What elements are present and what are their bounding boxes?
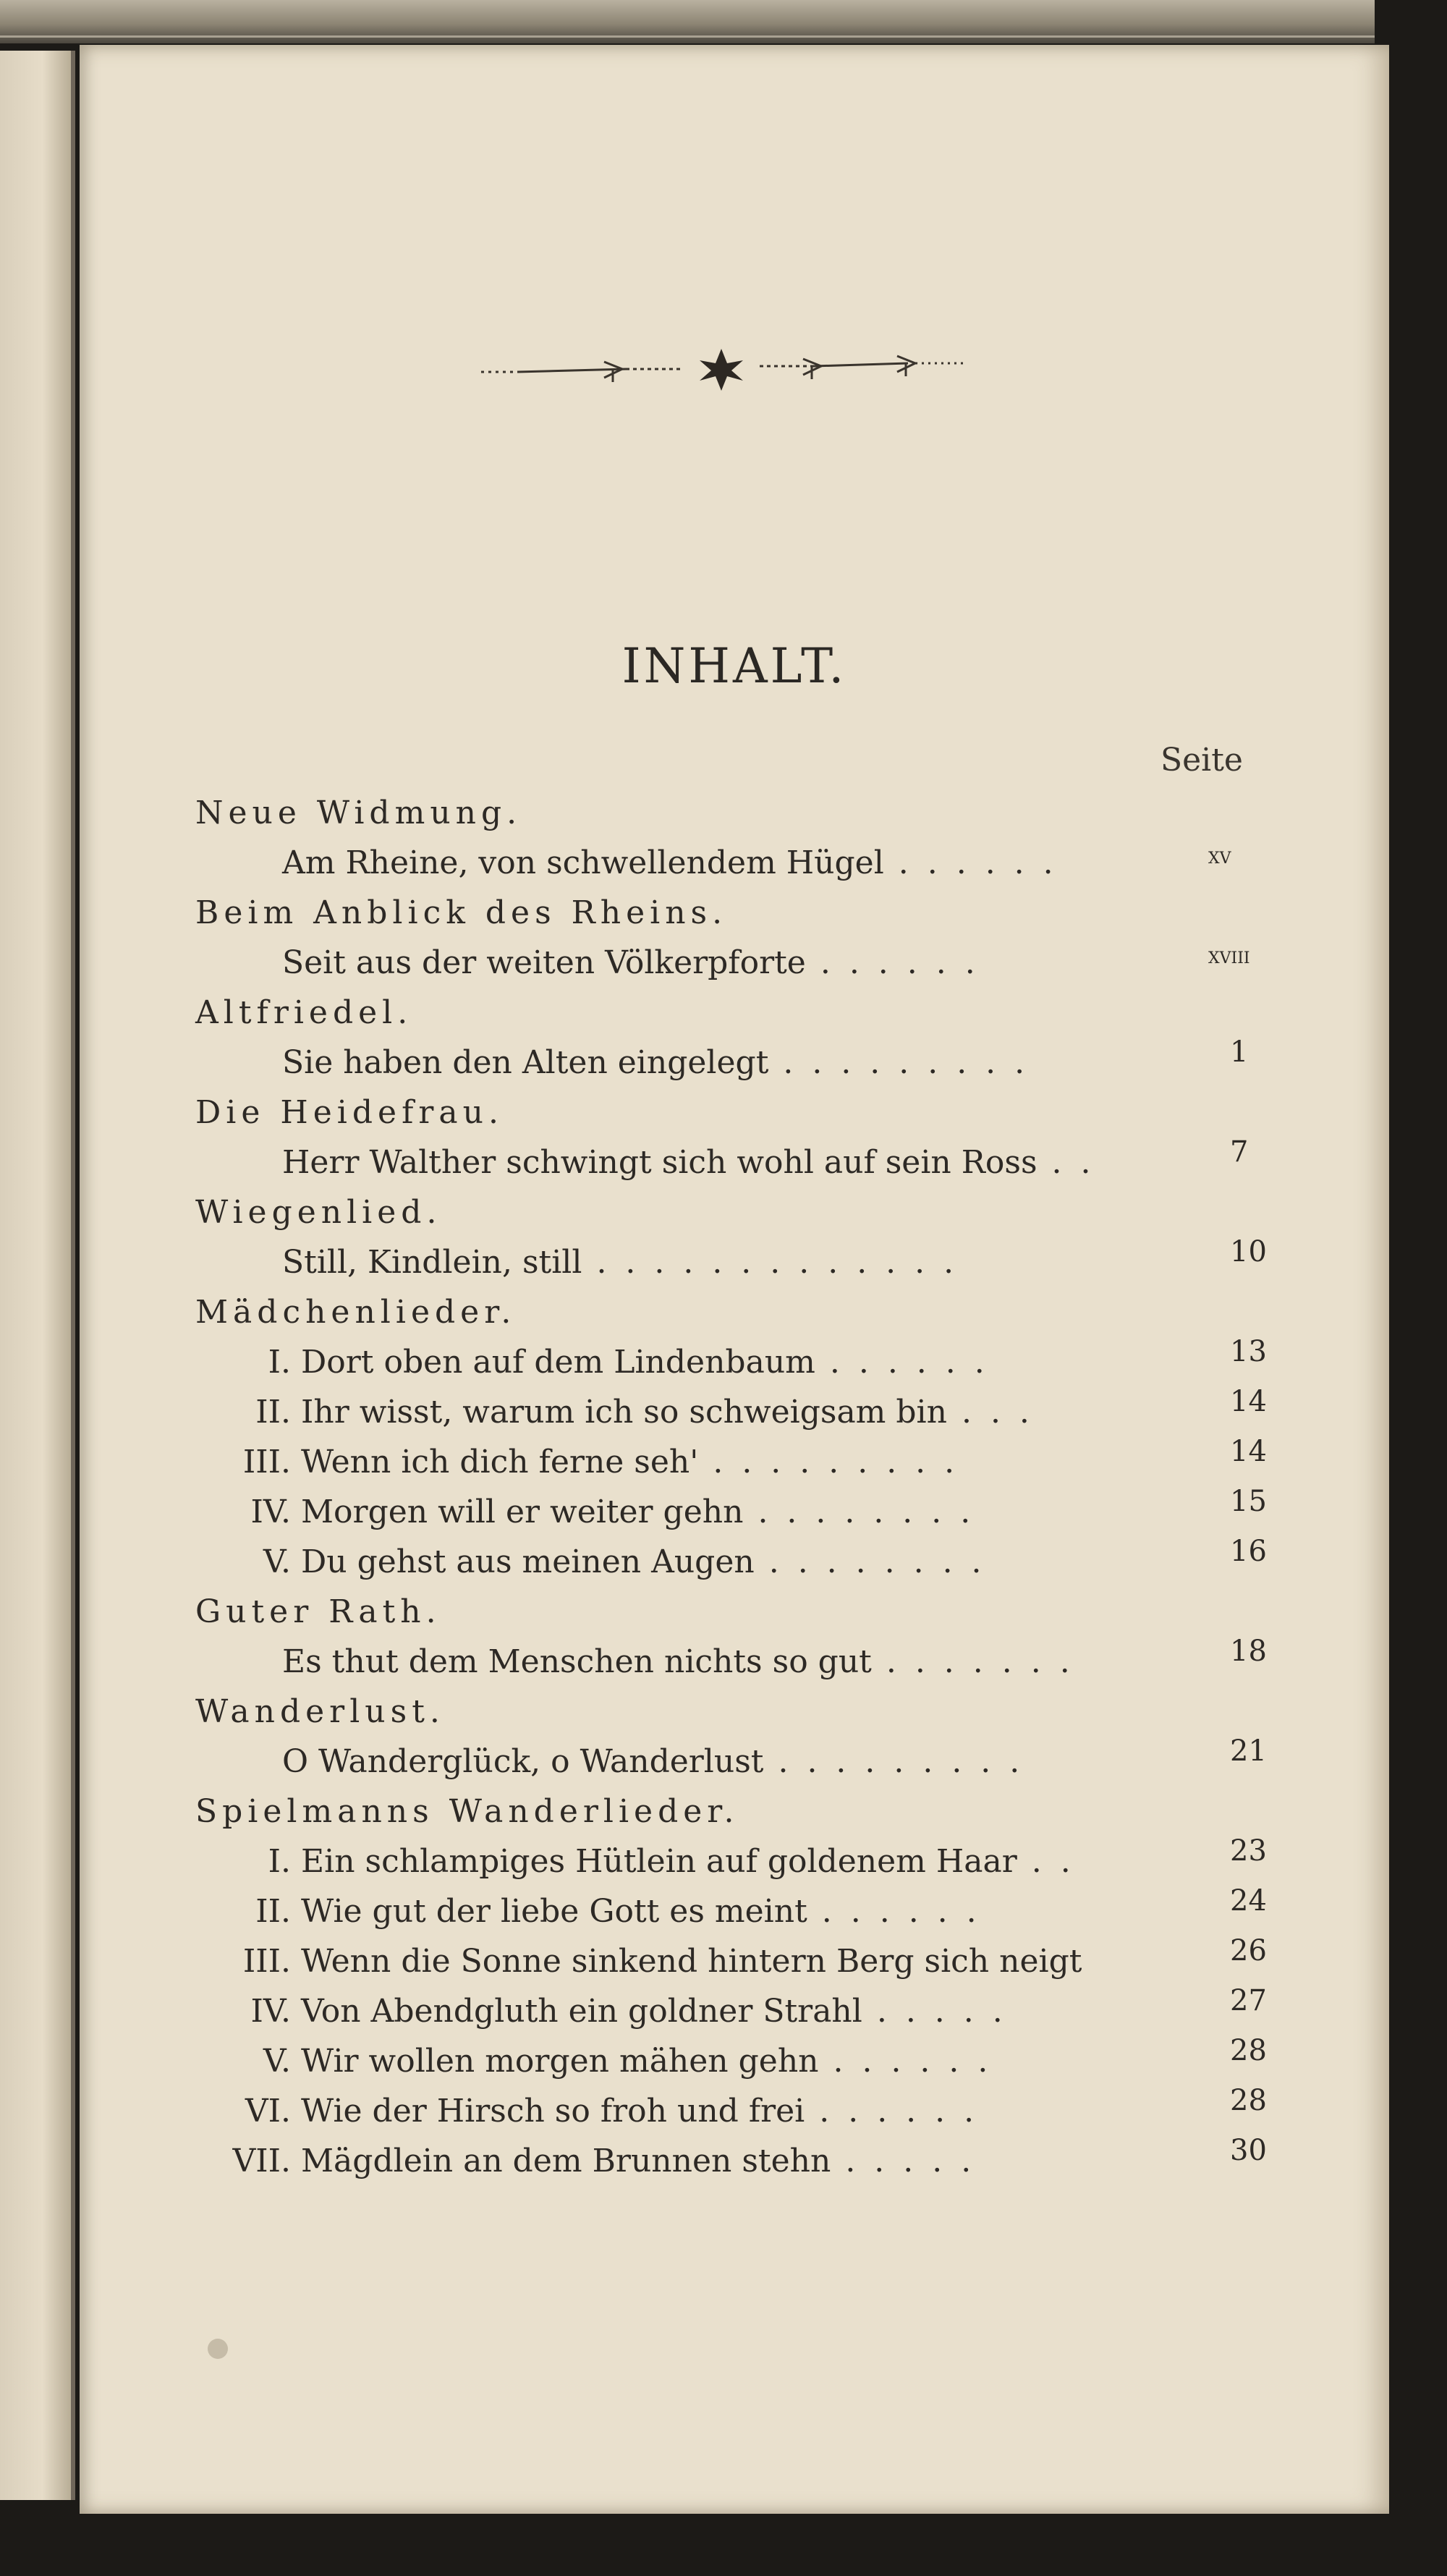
toc-entry-title: Wie der Hirsch so froh und frei <box>301 2093 805 2130</box>
toc-section-heading: Die Heidefrau. <box>195 1094 504 1131</box>
toc-section-heading: Wiegenlied. <box>195 1194 442 1231</box>
toc-entry-title: Herr Walther schwingt sich wohl auf sein Ross <box>282 1144 1037 1181</box>
toc-entry[interactable] <box>229 1444 959 1480</box>
toc-page-number: 1 <box>1230 1035 1249 1069</box>
toc-section-heading: Neue Widmung. <box>195 795 522 831</box>
toc-entry-roman: VI. <box>245 2093 291 2130</box>
toc-entry[interactable] <box>229 1543 986 1580</box>
toc-entry[interactable] <box>229 2093 978 2130</box>
toc-leader-dots: . . . . . . . . <box>768 1543 986 1580</box>
toc-entry-title: Ihr wisst, warum ich so schweigsam bin <box>301 1394 947 1431</box>
toc-entry-roman: III. <box>242 1943 291 1980</box>
toc-page-number: xviii <box>1208 941 1250 969</box>
toc-entry[interactable] <box>282 1144 1095 1181</box>
toc-entry-title: Wenn ich dich ferne seh' <box>301 1444 699 1480</box>
toc-entry[interactable] <box>229 2143 975 2179</box>
toc-leader-dots: . . <box>1051 1144 1095 1181</box>
star-ornament-icon <box>700 349 743 391</box>
toc-leader-dots: . . . <box>961 1394 1034 1431</box>
toc-entry[interactable] <box>282 1743 1024 1780</box>
toc-entry-roman: II. <box>255 1893 291 1930</box>
toc-entry-roman: III. <box>242 1444 291 1480</box>
toc-leader-dots: . . . . . . <box>821 1893 981 1930</box>
toc-entry-title: Dort oben auf dem Lindenbaum <box>301 1344 815 1381</box>
toc-entry[interactable] <box>282 944 980 981</box>
toc-entry-title: Sie haben den Alten eingelegt <box>282 1044 769 1081</box>
toc-leader-dots: . . . . . . <box>833 2043 993 2080</box>
toc-leader-dots: . . . . . . <box>820 944 980 981</box>
toc-entry[interactable] <box>282 1044 1029 1081</box>
toc-leader-dots: . . . . . . <box>829 1344 989 1381</box>
toc-leader-dots: . . . . . <box>845 2143 976 2179</box>
toc-entry-roman: II. <box>255 1394 291 1431</box>
toc-entry[interactable] <box>282 1643 1074 1680</box>
toc-section-heading: Spielmanns Wanderlieder. <box>195 1793 739 1830</box>
toc-page-number: 15 <box>1230 1485 1267 1518</box>
toc-leader-dots: . . . . . <box>876 1993 1007 2030</box>
toc-page-number: 10 <box>1230 1235 1267 1268</box>
toc-leader-dots: . . . . . . . . . <box>713 1444 959 1480</box>
toc-entry-title: Still, Kindlein, still <box>282 1244 582 1281</box>
toc-leader-dots: . . . . . . . . . <box>778 1743 1024 1780</box>
toc-entry-title: Morgen will er weiter gehn <box>301 1494 744 1530</box>
toc-entry-roman: I. <box>268 1843 291 1880</box>
toc-page-number: 18 <box>1230 1635 1267 1668</box>
seite-label: Seite <box>1160 742 1243 779</box>
toc-entry-roman: IV. <box>250 1993 291 2030</box>
toc-page-number: 28 <box>1230 2084 1267 2117</box>
toc-leader-dots: . . . . . . . . . <box>783 1044 1030 1081</box>
toc-entry[interactable] <box>229 2043 992 2080</box>
toc-entry-title: Es thut dem Menschen nichts so gut <box>282 1643 872 1680</box>
toc-entry[interactable] <box>229 1494 975 1530</box>
toc-entry[interactable] <box>229 1394 1034 1431</box>
toc-leader-dots: . . . . . . . <box>886 1643 1074 1680</box>
toc-leader-dots: . . . . . . . . . . . . . <box>596 1244 959 1281</box>
toc-section-heading: Wanderlust. <box>195 1693 445 1730</box>
toc-page-number: 23 <box>1230 1834 1267 1868</box>
toc-entry-title: Von Abendgluth ein goldner Strahl <box>301 1993 862 2030</box>
toc-entry-title: Seit aus der weiten Völkerpforte <box>282 944 806 981</box>
paper-stain <box>208 2339 228 2359</box>
toc-page-number: 13 <box>1230 1335 1267 1368</box>
toc-leader-dots: . . . . . . . . <box>758 1494 975 1530</box>
toc-entry-title: O Wanderglück, o Wanderlust <box>282 1743 764 1780</box>
toc-page-number: xv <box>1208 842 1231 869</box>
toc-entry[interactable] <box>229 1943 1082 1980</box>
toc-page-number: 14 <box>1230 1435 1267 1468</box>
toc-section-heading: Beim Anblick des Rheins. <box>195 894 728 931</box>
toc-entry-title: Mägdlein an dem Brunnen stehn <box>301 2143 831 2179</box>
toc-page-number: 30 <box>1230 2134 1267 2167</box>
toc-page-number: 27 <box>1230 1984 1267 2017</box>
toc-section-heading: Altfriedel. <box>195 994 413 1031</box>
toc-entry-title: Am Rheine, von schwellendem Hügel <box>282 844 884 881</box>
ornament-divider <box>474 340 973 401</box>
toc-entry[interactable] <box>229 1893 981 1930</box>
toc-page-number: 26 <box>1230 1934 1267 1967</box>
page-title: INHALT. <box>621 638 847 694</box>
toc-leader-dots: . . <box>1031 1843 1075 1880</box>
toc-entry-title: Ein schlampiges Hütlein auf goldenem Haar <box>301 1843 1017 1880</box>
book-page <box>80 45 1389 2514</box>
toc-entry[interactable] <box>229 1993 1007 2030</box>
toc-entry[interactable] <box>229 1843 1075 1880</box>
toc-entry-roman: V. <box>263 1543 291 1580</box>
toc-entry[interactable] <box>229 1344 989 1381</box>
toc-entry-title: Wenn die Sonne sinkend hintern Berg sich neigt <box>301 1943 1082 1980</box>
toc-leader-dots: . . . . . . <box>898 844 1058 881</box>
toc-page-number: 16 <box>1230 1535 1267 1568</box>
toc-entry-roman: V. <box>263 2043 291 2080</box>
toc-entry-roman: VII. <box>232 2143 291 2179</box>
toc-section-heading: Guter Rath. <box>195 1593 441 1630</box>
toc-page-number: 7 <box>1230 1135 1249 1169</box>
toc-page-number: 14 <box>1230 1385 1267 1418</box>
toc-entry[interactable] <box>282 844 1058 881</box>
toc-leader-dots: . . . . . . <box>819 2093 979 2130</box>
toc-page-number: 21 <box>1230 1734 1267 1768</box>
toc-entry[interactable] <box>282 1244 958 1281</box>
toc-entry-title: Du gehst aus meinen Augen <box>301 1543 755 1580</box>
toc-entry-roman: I. <box>268 1344 291 1381</box>
toc-section-heading: Mädchenlieder. <box>195 1294 517 1331</box>
toc-page-number: 28 <box>1230 2034 1267 2067</box>
toc-page-number: 24 <box>1230 1884 1267 1918</box>
book-top-edge <box>0 0 1375 43</box>
left-page-edge <box>0 51 75 2500</box>
toc-entry-roman: IV. <box>250 1494 291 1530</box>
toc-entry-title: Wir wollen morgen mähen gehn <box>301 2043 819 2080</box>
toc-entry-title: Wie gut der liebe Gott es meint <box>301 1893 807 1930</box>
